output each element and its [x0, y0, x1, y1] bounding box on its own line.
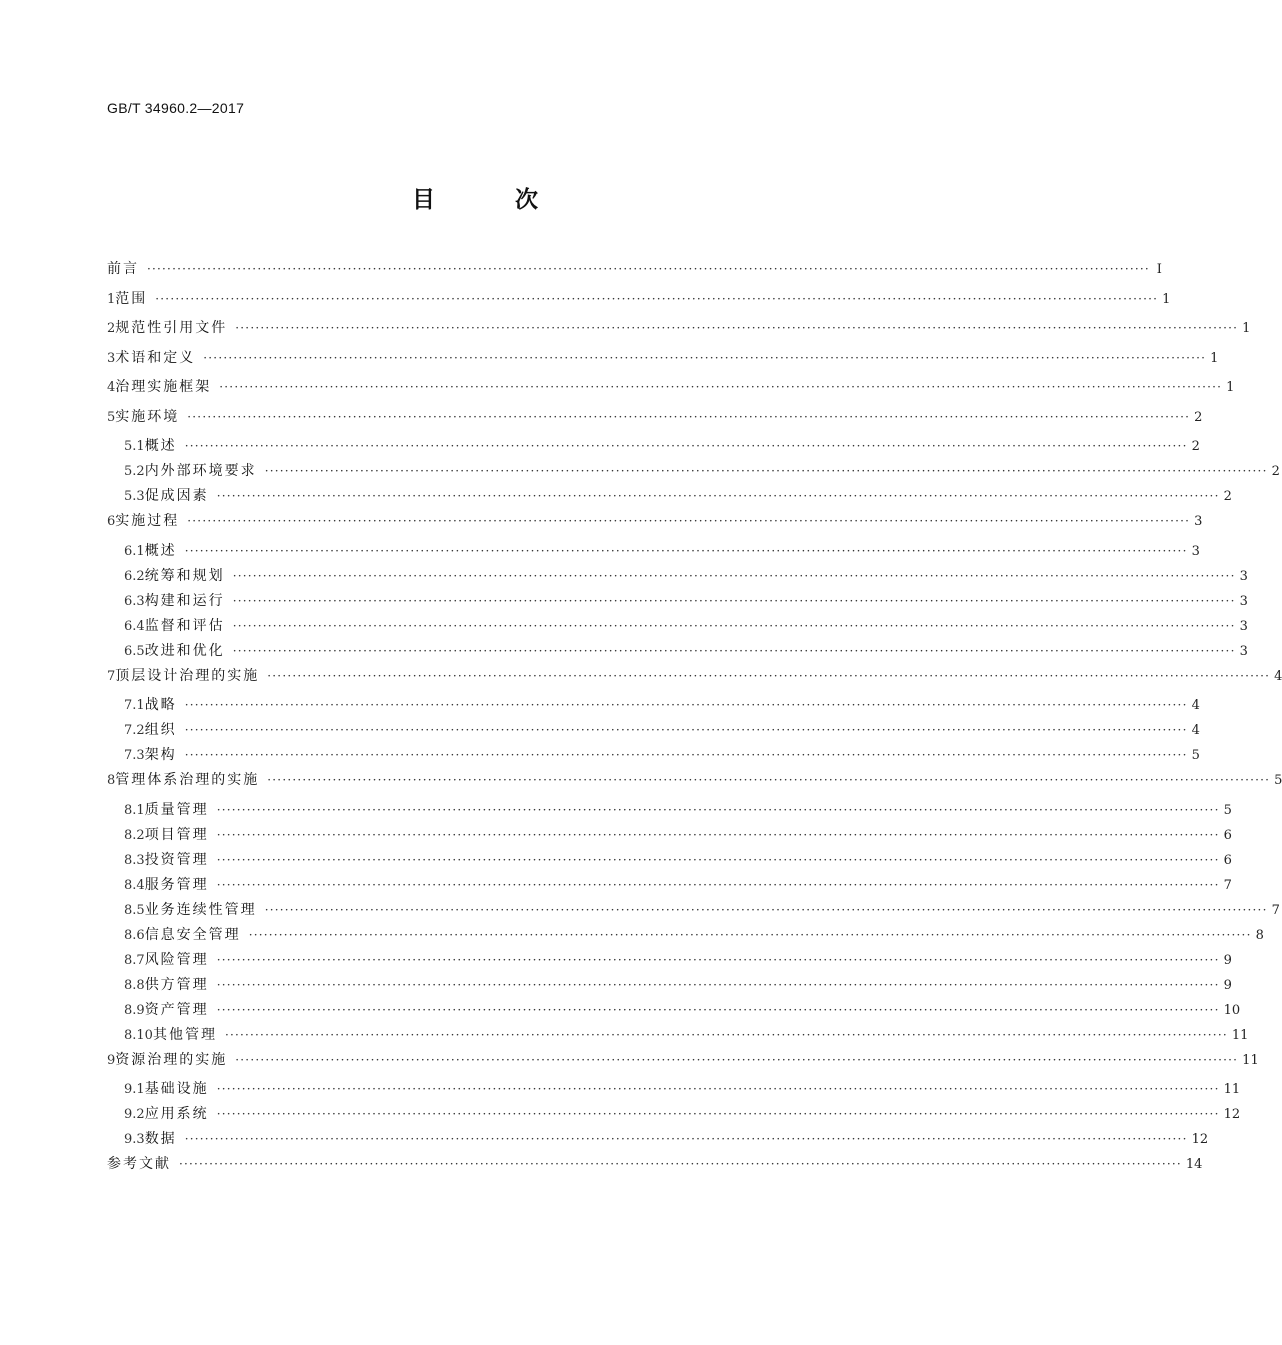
toc-entry[interactable]: [107, 899, 1280, 924]
toc-entry-label: 范围: [115, 290, 148, 307]
toc-dot-leader: ········································································································································································································: [179, 1157, 1182, 1171]
toc-dot-leader: ········································································································································································································: [232, 643, 1236, 658]
toc-entry-label: 组织: [144, 722, 177, 738]
toc-dot-leader: ········································································································································································································: [216, 977, 1220, 992]
toc-entry-number: 7: [107, 668, 116, 684]
toc-entry-number: 8.3: [124, 852, 145, 868]
toc-entry-label: 概述: [144, 438, 177, 454]
toc-entry[interactable]: [107, 510, 1203, 540]
toc-entry-label: 服务管理: [144, 876, 209, 893]
toc-entry[interactable]: [107, 769, 1282, 799]
toc-entry-label: 概述: [144, 542, 177, 559]
toc-entry-label: 管理体系治理的实施: [115, 772, 260, 788]
toc-dot-leader: ········································································································································································································: [216, 489, 1220, 503]
toc-dot-leader: ········································································································································································································: [232, 568, 1236, 583]
toc-dot-leader: ········································································································································································································: [216, 852, 1220, 867]
toc-entry-page: 7: [1223, 877, 1232, 893]
toc-entry[interactable]: [107, 1024, 1249, 1049]
toc-entry-page: 1: [1226, 380, 1235, 395]
table-of-contents: [107, 258, 1282, 1183]
toc-entry-page: 10: [1223, 1002, 1241, 1018]
toc-entry[interactable]: [107, 949, 1232, 974]
toc-entry-number: 1: [107, 291, 116, 307]
toc-entry-number: 8.2: [124, 827, 145, 843]
toc-entry-label: 资源治理的实施: [115, 1051, 228, 1068]
toc-entry-label: 供方管理: [144, 976, 209, 993]
toc-dot-leader: ········································································································································································································: [216, 1107, 1220, 1121]
toc-entry-page: 8: [1255, 927, 1264, 943]
toc-entry-page: 11: [1231, 1027, 1249, 1043]
toc-entry[interactable]: [107, 799, 1232, 824]
toc-entry-number: 8.10: [124, 1027, 153, 1043]
toc-entry[interactable]: [107, 565, 1248, 590]
toc-entry[interactable]: [107, 376, 1235, 406]
toc-dot-leader: ········································································································································································································: [267, 668, 1271, 683]
toc-dot-leader: ········································································································································································································: [224, 1027, 1228, 1042]
toc-dot-leader: ········································································································································································································: [187, 514, 1191, 528]
toc-entry[interactable]: [107, 1078, 1241, 1103]
toc-entry-page: 4: [1191, 723, 1200, 738]
toc-entry-label: 信息安全管理: [144, 926, 241, 943]
toc-entry[interactable]: [107, 694, 1200, 719]
toc-entry[interactable]: [107, 1153, 1203, 1183]
toc-dot-leader: ········································································································································································································: [219, 380, 1223, 394]
toc-entry-label: 战略: [144, 697, 177, 713]
toc-entry-number: 5.3: [124, 489, 145, 504]
toc-entry[interactable]: [107, 485, 1232, 510]
toc-dot-leader: ········································································································································································································: [184, 543, 1188, 558]
toc-entry-number: 8.4: [124, 877, 145, 893]
toc-entry-page: 12: [1191, 1132, 1209, 1147]
toc-dot-leader: ········································································································································································································: [155, 291, 1159, 306]
toc-entry[interactable]: [107, 435, 1200, 460]
toc-entry-number: 6.3: [124, 593, 145, 609]
toc-entry-page: 3: [1194, 514, 1203, 529]
toc-entry-number: 6.1: [124, 543, 145, 559]
toc-entry-number: 8: [107, 773, 116, 788]
toc-dot-leader: ········································································································································································································: [184, 748, 1188, 762]
toc-entry-label: 基础设施: [144, 1081, 209, 1097]
toc-entry-label: 参考文献: [107, 1156, 171, 1172]
toc-entry-page: 1: [1210, 350, 1219, 366]
toc-entry[interactable]: [107, 406, 1203, 436]
toc-dot-leader: ········································································································································································································: [248, 927, 1252, 942]
toc-entry[interactable]: [107, 874, 1232, 899]
toc-entry[interactable]: [107, 1128, 1209, 1153]
page-title: 目 次: [411, 187, 574, 213]
toc-entry-label: 实施环境: [115, 408, 180, 425]
toc-entry-label: 数据: [144, 1131, 177, 1147]
toc-entry-label: 质量管理: [144, 801, 209, 818]
toc-dot-leader: ········································································································································································································: [184, 1132, 1188, 1146]
toc-entry-label: 项目管理: [144, 826, 209, 843]
toc-entry-page: 4: [1274, 668, 1282, 684]
toc-dot-leader: ········································································································································································································: [147, 262, 1150, 276]
toc-entry[interactable]: [107, 347, 1219, 377]
toc-entry-page: 14: [1185, 1157, 1203, 1172]
toc-entry-number: 7.3: [124, 748, 145, 763]
toc-dot-leader: ········································································································································································································: [216, 827, 1220, 842]
toc-dot-leader: ········································································································································································································: [235, 321, 1239, 335]
toc-dot-leader: ········································································································································································································: [232, 593, 1236, 608]
toc-dot-leader: ········································································································································································································: [267, 773, 1271, 787]
toc-entry-number: 5: [107, 409, 116, 425]
toc-entry-page: 11: [1223, 1082, 1241, 1097]
toc-entry-label: 风险管理: [144, 951, 209, 968]
toc-entry-label: 顶层设计治理的实施: [115, 667, 260, 684]
toc-entry-page: Ⅰ: [1156, 262, 1162, 277]
toc-entry-number: 9.2: [124, 1107, 145, 1122]
toc-dot-leader: ········································································································································································································: [232, 618, 1236, 633]
toc-entry-number: 9.1: [124, 1082, 145, 1097]
toc-entry-label: 应用系统: [144, 1106, 209, 1122]
toc-entry-number: 6.2: [124, 568, 145, 584]
toc-entry-number: 8.5: [124, 902, 145, 918]
toc-entry[interactable]: [107, 744, 1200, 769]
toc-entry-number: 8.1: [124, 802, 145, 818]
toc-entry-page: 3: [1239, 643, 1248, 659]
toc-entry-page: 6: [1223, 852, 1232, 868]
toc-entry-number: 3: [107, 350, 116, 366]
toc-entry-page: 5: [1191, 748, 1200, 763]
toc-entry[interactable]: [107, 615, 1248, 640]
toc-entry[interactable]: [107, 665, 1282, 695]
toc-dot-leader: ········································································································································································································: [264, 902, 1268, 917]
toc-entry-page: 4: [1191, 698, 1200, 713]
toc-entry[interactable]: [107, 719, 1200, 744]
toc-entry-number: 2: [107, 321, 116, 336]
toc-entry[interactable]: [107, 258, 1162, 288]
toc-entry-number: 9: [107, 1052, 116, 1068]
toc-entry-label: 资产管理: [144, 1001, 209, 1018]
toc-entry-number: 6.4: [124, 618, 145, 634]
toc-entry-number: 9.3: [124, 1132, 145, 1147]
toc-entry-number: 8.8: [124, 977, 145, 993]
toc-entry-label: 改进和优化: [144, 642, 225, 659]
toc-dot-leader: ········································································································································································································: [203, 350, 1207, 365]
toc-entry-label: 术语和定义: [115, 349, 196, 366]
toc-entry-page: 3: [1239, 618, 1248, 634]
toc-entry-page: 2: [1191, 439, 1200, 454]
toc-dot-leader: ········································································································································································································: [184, 439, 1188, 453]
toc-dot-leader: ········································································································································································································: [264, 464, 1268, 478]
toc-dot-leader: ········································································································································································································: [216, 802, 1220, 817]
toc-entry[interactable]: [107, 460, 1280, 485]
toc-dot-leader: ········································································································································································································: [187, 409, 1191, 424]
toc-entry-page: 1: [1162, 291, 1171, 307]
toc-entry-number: 4: [107, 380, 116, 395]
toc-entry-label: 治理实施框架: [115, 379, 212, 395]
toc-entry[interactable]: [107, 849, 1232, 874]
toc-entry-page: 9: [1223, 977, 1232, 993]
toc-entry-label: 内外部环境要求: [144, 463, 257, 479]
toc-entry-page: 3: [1239, 593, 1248, 609]
toc-entry-number: 7.1: [124, 698, 145, 713]
toc-entry-label: 实施过程: [115, 513, 180, 529]
toc-entry-page: 11: [1242, 1052, 1259, 1068]
toc-entry-page: 2: [1223, 489, 1232, 504]
toc-dot-leader: ········································································································································································································: [235, 1052, 1239, 1067]
toc-entry[interactable]: [107, 317, 1251, 347]
toc-dot-leader: ········································································································································································································: [216, 1082, 1220, 1096]
toc-entry[interactable]: [107, 288, 1171, 318]
toc-entry-number: 6.5: [124, 643, 145, 659]
toc-entry-page: 12: [1223, 1107, 1241, 1122]
toc-entry-number: 8.7: [124, 952, 145, 968]
toc-dot-leader: ········································································································································································································: [184, 723, 1188, 737]
toc-entry-number: 8.9: [124, 1002, 145, 1018]
toc-entry-label: 其他管理: [152, 1026, 217, 1043]
toc-entry[interactable]: [107, 824, 1232, 849]
toc-entry-label: 业务连续性管理: [144, 901, 257, 918]
toc-entry-label: 监督和评估: [144, 617, 225, 634]
toc-entry-label: 构建和运行: [144, 592, 225, 609]
toc-dot-leader: ········································································································································································································: [216, 952, 1220, 967]
toc-entry[interactable]: [107, 1103, 1241, 1128]
toc-entry-number: 7.2: [124, 723, 145, 738]
toc-entry-page: 3: [1191, 543, 1200, 559]
toc-entry-page: 2: [1194, 409, 1203, 425]
toc-entry-page: 2: [1271, 464, 1280, 479]
toc-entry-label: 促成因素: [144, 488, 209, 504]
toc-entry[interactable]: [107, 999, 1241, 1024]
toc-entry-number: 8.6: [124, 927, 145, 943]
toc-entry-page: 1: [1242, 321, 1251, 336]
toc-entry-number: 5.2: [124, 464, 145, 479]
toc-entry-number: 5.1: [124, 439, 145, 454]
standard-code: GB/T 34960.2—2017: [107, 100, 245, 116]
toc-entry[interactable]: [107, 974, 1232, 999]
toc-entry-page: 3: [1239, 568, 1248, 584]
toc-entry-label: 架构: [144, 747, 177, 763]
toc-entry-page: 7: [1271, 902, 1280, 918]
toc-entry-label: 统筹和规划: [144, 567, 225, 584]
toc-entry-number: 6: [107, 514, 116, 529]
toc-dot-leader: ········································································································································································································: [184, 698, 1188, 712]
toc-entry-page: 6: [1223, 827, 1232, 843]
toc-entry-label: 前言: [107, 261, 139, 277]
toc-entry[interactable]: [107, 540, 1200, 565]
toc-entry[interactable]: [107, 640, 1248, 665]
toc-dot-leader: ········································································································································································································: [216, 877, 1220, 892]
toc-entry[interactable]: [107, 590, 1248, 615]
toc-entry-page: 9: [1223, 952, 1232, 968]
toc-dot-leader: ········································································································································································································: [216, 1002, 1220, 1017]
toc-entry-page: 5: [1274, 773, 1282, 788]
toc-entry-label: 规范性引用文件: [115, 320, 228, 336]
toc-entry[interactable]: [107, 924, 1264, 949]
toc-entry[interactable]: [107, 1049, 1259, 1079]
toc-entry-label: 投资管理: [144, 851, 209, 868]
toc-entry-page: 5: [1223, 802, 1232, 818]
